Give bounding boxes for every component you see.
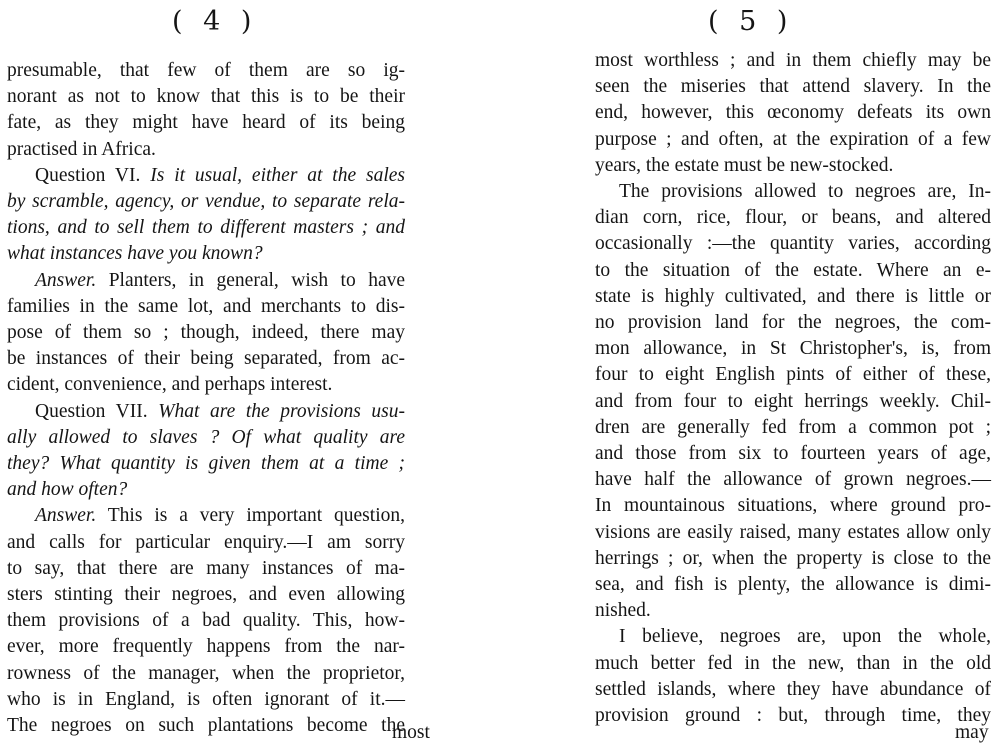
line-text: sea, and fish is plenty, the allowance is dimi- [595,574,991,595]
line-text: mon allowance, in St Christopher's, is, from [595,338,991,360]
line-text: most worthless ; and in them chiefly may be [595,50,991,71]
line-text: no provision land for the negroes, the com- [595,312,991,333]
text-line [595,231,991,257]
page-number: ( 5 ) [708,6,794,37]
line-text: presumable, that few of them are so ig- [7,60,405,81]
line-text: tions, and to sell them to different masters ; and [7,217,405,239]
line-text: purpose ; and often, at the expiration of a few [595,128,991,150]
text-line [7,477,405,503]
line-text-italic: Is it usual, either at the sales [150,164,406,186]
text-line [7,346,405,372]
line-text: herrings ; or, when the property is close to the [595,547,991,569]
line-text: families in the same lot, and merchants to dis- [7,295,405,317]
text-line [7,556,405,582]
text-line [7,137,405,163]
line-text: end, however, this œconomy defeats its own [595,102,991,124]
right-page [560,0,1000,753]
line-text: Question VII. [35,400,148,422]
text-line [595,546,991,572]
line-text: I believe, negroes are, upon the whole, [619,626,991,648]
line-text: nished. [595,600,651,622]
text-line [595,362,991,388]
line-text-rest: This is a very important question, [107,505,405,527]
text-line [7,687,405,713]
text-line [595,598,991,624]
text-line [595,703,991,729]
text-line [7,503,405,529]
text-line [7,582,405,608]
text-line [595,677,991,703]
line-text: settled islands, where they have abundance of [595,678,991,700]
line-text: seen the miseries that attend slavery. In the [595,76,991,98]
line-text: cident, convenience, and perhaps interest. [7,374,333,396]
text-line [7,84,405,110]
text-line [7,241,405,267]
line-text: by scramble, agency, or vendue, to separate rela- [7,191,405,212]
text-line [595,153,991,179]
text-line [7,294,405,320]
text-line [7,215,405,241]
line-text: to say, that there are many instances of ma- [7,557,405,579]
line-text: much better fed in the new, than in the old [595,652,991,674]
line-text: and how often? [7,479,128,501]
text-line [7,110,405,136]
text-line [595,127,991,153]
line-text-rest: Planters, in general, wish to have [108,269,406,291]
line-text: them provisions of a bad quality. This, how- [7,610,405,632]
line-text: visions are easily raised, many estates allow only [595,521,991,543]
line-text: and calls for particular enquiry.—I am sorry [7,531,405,553]
line-text: dian corn, rice, flour, or beans, and altered [595,207,991,229]
line-text: have half the allowance of grown negroes.— [595,469,991,491]
line-text: years, the estate must be new-stocked. [595,154,894,176]
line-text: Answer. [35,505,97,527]
text-line [595,310,991,336]
text-line [595,100,991,126]
text-line [595,572,991,598]
catchword: may [955,722,989,743]
line-text: and from four to eight herrings weekly. Chil- [595,390,991,412]
text-line [595,467,991,493]
line-text: ally allowed to slaves ? Of what quality are [7,426,405,448]
line-text: Answer. [35,269,97,291]
text-line [7,713,405,739]
line-text: norant as not to know that this is to be their [7,86,405,108]
text-line [7,163,405,189]
text-line [7,268,405,294]
text-line [7,399,405,425]
line-text: ever, more frequently happens from the nar- [7,636,405,658]
text-line [7,189,405,215]
text-line [595,520,991,546]
text-line [595,258,991,284]
line-text: state is highly cultivated, and there is little or [595,285,991,307]
text-line [7,58,405,84]
text-line [595,651,991,677]
text-line [7,530,405,556]
text-line [7,451,405,477]
left-page [0,0,440,753]
line-text: The negroes on such plantations become the [7,715,405,736]
text-line [7,608,405,634]
line-text: dren are generally fed from a common pot ; [595,416,991,438]
text-line [595,624,991,650]
text-line [595,284,991,310]
text-line [7,425,405,451]
line-text: In mountainous situations, where ground pro- [595,495,991,517]
text-line [595,415,991,441]
catchword: most [392,722,430,743]
line-text: The provisions allowed to negroes are, In- [619,181,991,202]
text-line [595,74,991,100]
line-text: be instances of their being separated, from ac- [7,348,405,370]
line-text: what instances have you known? [7,243,263,265]
page-number: ( 4 ) [172,6,258,37]
line-text: who is in England, is often ignorant of it.— [7,688,405,710]
text-line [595,493,991,519]
text-line [595,179,991,205]
line-text: fate, as they might have heard of its being [7,112,405,134]
text-line [7,634,405,660]
line-text: provision ground : but, through time, they [595,705,991,726]
text-line [7,320,405,346]
text-line [595,336,991,362]
text-line [595,48,991,74]
line-text: Question VI. [35,164,141,186]
line-text: and those from six to fourteen years of age, [595,443,991,464]
line-text: they? What quantity is given them at a time ; [7,453,405,474]
text-line [7,661,405,687]
text-line [7,372,405,398]
line-text: rowness of the manager, when the proprietor, [7,662,405,684]
line-text: sters stinting their negroes, and even allowing [7,584,405,605]
line-text: to the situation of the estate. Where an e- [595,259,991,281]
text-line [595,205,991,231]
text-line [595,441,991,467]
line-text: practised in Africa. [7,138,156,160]
text-line [595,389,991,415]
line-text: occasionally :—the quantity varies, according [595,233,991,255]
line-text-italic: What are the provisions usu- [158,400,405,422]
line-text: pose of them so ; though, indeed, there may [7,322,405,343]
line-text: four to eight English pints of either of these, [595,364,991,386]
